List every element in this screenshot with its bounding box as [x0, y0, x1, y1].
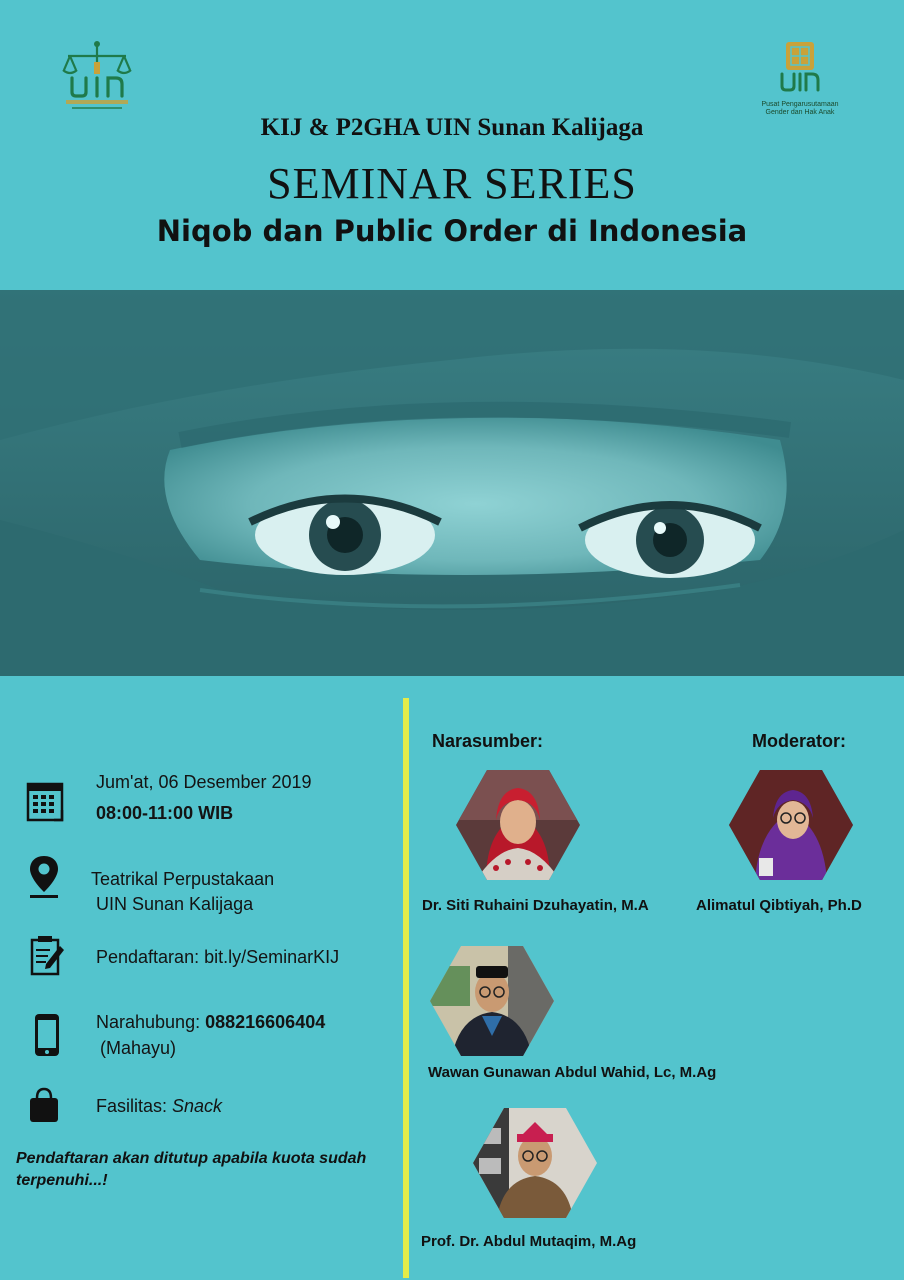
- uin-logo-left: [58, 38, 136, 118]
- speaker-1-name: Dr. Siti Ruhaini Dzuhayatin, M.A: [422, 897, 649, 914]
- speaker-3-photo: [473, 1108, 597, 1218]
- moderator-heading: Moderator:: [752, 731, 846, 751]
- registration-link[interactable]: Pendaftaran: bit.ly/SeminarKIJ: [96, 947, 340, 967]
- speaker-2-name: Wawan Gunawan Abdul Wahid, Lc, M.Ag: [428, 1064, 717, 1081]
- event-time: 08:00-11:00 WIB: [96, 803, 234, 823]
- event-date: Jum'at, 06 Desember 2019: [96, 772, 312, 792]
- facility-label: Fasilitas:: [96, 1096, 173, 1116]
- moderator-name: Alimatul Qibtiyah, Ph.D: [696, 897, 862, 914]
- p2gha-caption: Pusat Pengarusutamaan Gender dan Hak Anak: [761, 101, 839, 116]
- clipboard-edit-icon: [26, 934, 66, 978]
- organizer-title: KIJ & P2GHA UIN Sunan Kalijaga: [260, 114, 644, 141]
- calendar-icon: [26, 780, 66, 824]
- niqab-eyes-photo: [0, 290, 904, 676]
- contact-number[interactable]: 088216606404: [205, 1012, 326, 1032]
- contact-line: [96, 1010, 325, 1035]
- moderator-photo: [729, 770, 853, 880]
- location-pin-icon: [26, 854, 66, 898]
- venue-line-2: UIN Sunan Kalijaga: [96, 894, 254, 914]
- speaker-2-photo: [430, 946, 554, 1056]
- contact-label: Narahubung:: [96, 1012, 206, 1032]
- mobile-phone-icon: [26, 1012, 66, 1056]
- shopping-bag-icon: [26, 1086, 66, 1130]
- speaker-3-name: Prof. Dr. Abdul Mutaqim, M.Ag: [421, 1233, 637, 1250]
- p2gha-logo-right: [752, 42, 848, 118]
- speaker-1-photo: [456, 770, 580, 880]
- venue-line-1: Teatrikal Perpustakaan: [91, 869, 275, 889]
- facility-line: [96, 1094, 222, 1119]
- contact-name: (Mahayu): [100, 1038, 177, 1058]
- registration-note: Pendaftaran akan ditutup apabila kuota sudah terpenuhi...!: [16, 1150, 367, 1189]
- seminar-topic: Niqob dan Public Order di Indonesia: [156, 214, 748, 248]
- vertical-divider: [403, 698, 409, 1278]
- seminar-series-title: SEMINAR SERIES: [267, 159, 637, 208]
- facility-value: Snack: [172, 1096, 223, 1116]
- narasumber-heading: Narasumber:: [432, 731, 544, 751]
